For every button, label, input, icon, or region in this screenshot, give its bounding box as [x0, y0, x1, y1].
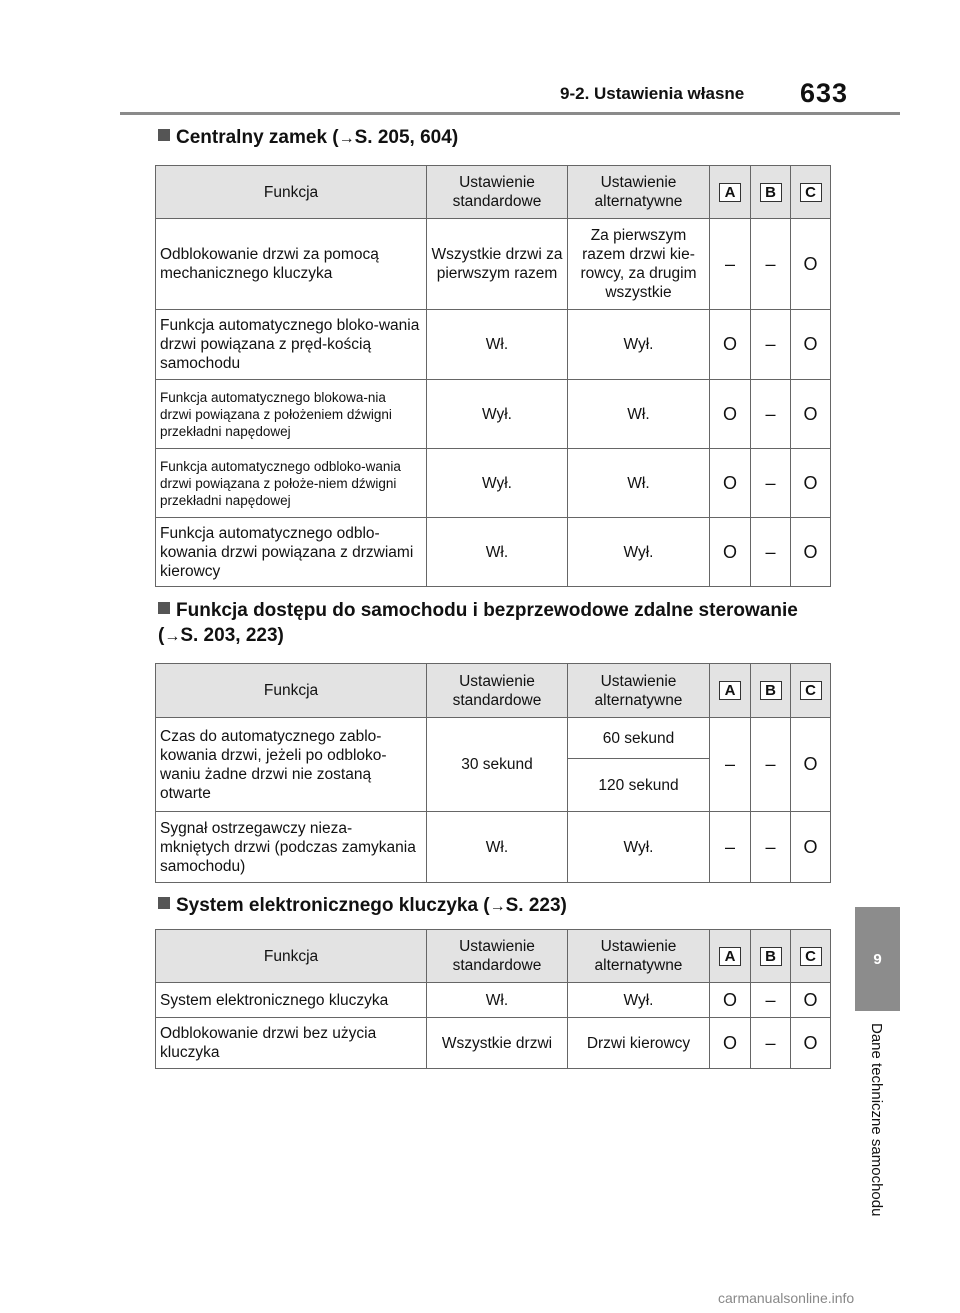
table-row: [156, 310, 831, 380]
mark-b: –: [751, 449, 791, 518]
standard-cell: Wył.: [427, 380, 568, 449]
mark-a: O: [710, 518, 751, 587]
column-a-label: A: [719, 681, 741, 700]
standard-cell: Wł.: [427, 518, 568, 587]
settings-table-entry-function: [155, 663, 831, 883]
alternative-cell: Wł.: [568, 380, 710, 449]
settings-table-smart-key: [155, 929, 831, 1069]
section-title-smart-key: System elektronicznego kluczyka (→S. 223): [158, 893, 838, 919]
function-cell: Sygnał ostrzegawczy nieza-mkniętych drzwi (podczas zamykania samochodu): [156, 812, 427, 883]
mark-c: O: [791, 310, 831, 380]
chapter-tab: 9: [855, 907, 900, 1011]
function-cell: Funkcja automatycznego bloko-wania drzwi powiązana z pręd-kością samochodu: [156, 310, 427, 380]
standard-cell: Wył.: [427, 449, 568, 518]
alternative-cell: Za pierwszym razem drzwi kie-rowcy, za drugim wszystkie: [568, 219, 710, 310]
column-c-label: C: [800, 681, 822, 700]
standard-cell: Wszystkie drzwi: [427, 1018, 568, 1069]
standard-cell: 30 sekund: [427, 718, 568, 812]
alternative-cell: 60 sekund: [568, 718, 710, 759]
alternative-cell: 120 sekund: [568, 759, 710, 812]
alternative-cell: Wł.: [568, 449, 710, 518]
table-header-row: [156, 664, 831, 718]
column-b-label: B: [760, 947, 782, 966]
function-cell: Odblokowanie drzwi bez użycia kluczyka: [156, 1018, 427, 1069]
mark-a: O: [710, 983, 751, 1018]
mark-b: –: [751, 518, 791, 587]
mark-c: O: [791, 449, 831, 518]
standard-cell: Wszystkie drzwi za pierwszym razem: [427, 219, 568, 310]
table-row: [156, 518, 831, 587]
mark-b: –: [751, 812, 791, 883]
table-row: [156, 380, 831, 449]
table-row: [156, 718, 831, 759]
function-cell: Funkcja automatycznego odbloko-wania drzwi powiązana z położe-niem dźwigni przekładni napędowej: [156, 449, 427, 518]
mark-c: O: [791, 812, 831, 883]
column-b-label: B: [760, 183, 782, 202]
mark-c: O: [791, 718, 831, 812]
table-header-row: [156, 930, 831, 983]
header-standard: Ustawienie standardowe: [427, 166, 568, 219]
table-row: [156, 983, 831, 1018]
mark-c: O: [791, 983, 831, 1018]
mark-c: O: [791, 380, 831, 449]
mark-b: –: [751, 718, 791, 812]
square-bullet-icon: [158, 129, 170, 141]
header-standard: Ustawienie standardowe: [427, 664, 568, 718]
watermark-link[interactable]: carmanualsonline.info: [718, 1290, 855, 1306]
column-c-label: C: [800, 947, 822, 966]
function-cell: Czas do automatycznego zablo-kowania drzwi, jeżeli po odbloko-waniu żadne drzwi nie zostaną otwarte: [156, 718, 427, 812]
mark-a: O: [710, 310, 751, 380]
alternative-cell: Wył.: [568, 812, 710, 883]
header-function: Funkcja: [156, 930, 427, 983]
standard-cell: Wł.: [427, 310, 568, 380]
header-function: Funkcja: [156, 166, 427, 219]
function-cell: Funkcja automatycznego blokowa-nia drzwi powiązana z położeniem dźwigni przekładni napędowej: [156, 380, 427, 449]
column-a-label: A: [719, 947, 741, 966]
header-standard: Ustawienie standardowe: [427, 930, 568, 983]
chapter-label: Dane techniczne samochodu: [868, 1023, 885, 1217]
settings-table-central-lock: [155, 165, 831, 587]
mark-a: O: [710, 380, 751, 449]
mark-b: –: [751, 983, 791, 1018]
arrow-icon: →: [489, 898, 506, 915]
arrow-icon: →: [164, 628, 181, 645]
section-heading: 9-2. Ustawienia własne: [560, 84, 745, 103]
function-cell: System elektronicznego kluczyka: [156, 983, 427, 1018]
mark-c: O: [791, 1018, 831, 1069]
page-number: 633: [800, 78, 849, 108]
mark-c: O: [791, 219, 831, 310]
column-c-label: C: [800, 183, 822, 202]
mark-a: –: [710, 718, 751, 812]
alternative-cell: Drzwi kierowcy: [568, 1018, 710, 1069]
mark-b: –: [751, 380, 791, 449]
section-title-entry-function: Funkcja dostępu do samochodu i bezprzewodowe zdalne sterowanie (→S. 203, 223): [158, 600, 798, 646]
column-b-label: B: [760, 681, 782, 700]
table-row: [156, 812, 831, 883]
table-row: [156, 449, 831, 518]
table-row: [156, 1018, 831, 1069]
function-cell: Funkcja automatycznego odblo-kowania drzwi powiązana z drzwiami kierowcy: [156, 518, 427, 587]
square-bullet-icon: [158, 602, 170, 614]
column-a-label: A: [719, 183, 741, 202]
section-title-central-lock: Centralny zamek (→S. 205, 604): [158, 125, 838, 151]
mark-a: –: [710, 812, 751, 883]
alternative-cell: Wył.: [568, 983, 710, 1018]
square-bullet-icon: [158, 897, 170, 909]
header-alternative: Ustawienie alternatywne: [568, 930, 710, 983]
header-function: Funkcja: [156, 664, 427, 718]
alternative-cell: Wył.: [568, 518, 710, 587]
standard-cell: Wł.: [427, 983, 568, 1018]
arrow-icon: →: [338, 130, 355, 147]
header-divider: [120, 112, 900, 115]
mark-b: –: [751, 1018, 791, 1069]
header-alternative: Ustawienie alternatywne: [568, 664, 710, 718]
mark-c: O: [791, 518, 831, 587]
function-cell: Odblokowanie drzwi za pomocą mechanicznego kluczyka: [156, 219, 427, 310]
mark-b: –: [751, 310, 791, 380]
standard-cell: Wł.: [427, 812, 568, 883]
mark-a: O: [710, 449, 751, 518]
mark-b: –: [751, 219, 791, 310]
table-header-row: [156, 166, 831, 219]
header-alternative: Ustawienie alternatywne: [568, 166, 710, 219]
mark-a: –: [710, 219, 751, 310]
table-row: [156, 219, 831, 310]
alternative-cell: Wył.: [568, 310, 710, 380]
mark-a: O: [710, 1018, 751, 1069]
page-header: [120, 78, 900, 118]
